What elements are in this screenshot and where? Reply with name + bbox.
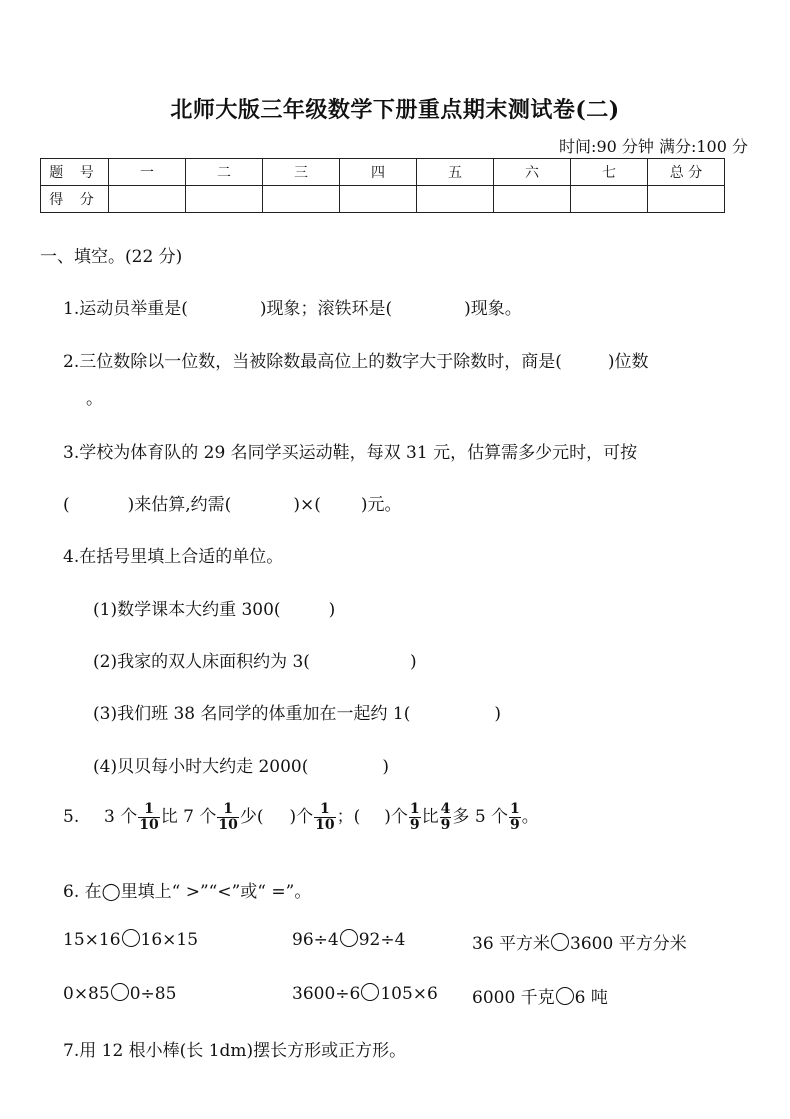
score-table-col-7: 七 — [571, 159, 648, 186]
compare-left: 15×16 — [63, 930, 121, 950]
score-table-row-label: 得 分 — [41, 186, 109, 213]
question-text: ) — [328, 600, 336, 620]
compare-right: 105×6 — [380, 984, 438, 1004]
question-text: ( — [63, 495, 70, 515]
fraction-denominator: 9 — [440, 817, 451, 833]
score-table-col-3: 三 — [263, 159, 340, 186]
question-5 — [63, 802, 539, 833]
fraction — [217, 802, 238, 833]
compare-left: 6000 千克 — [472, 988, 555, 1008]
question-text: 1.运动员举重是( — [63, 299, 188, 319]
circle-blank-icon — [340, 929, 358, 947]
question-text: 多 5 个 — [452, 807, 509, 827]
question-text: 少( — [239, 807, 264, 827]
question-text: (2)我家的双人床面积约为 3( — [93, 652, 310, 672]
section-heading: 一、填空。(22 分) — [40, 247, 183, 267]
compare-right: 16×15 — [140, 930, 199, 950]
score-table-col-4: 四 — [340, 159, 417, 186]
compare-item — [63, 983, 176, 1004]
circle-blank-icon — [551, 933, 569, 951]
score-cell — [571, 186, 648, 213]
question-text: )现象。 — [464, 299, 522, 319]
compare-item — [292, 929, 405, 950]
question-text: )来估算,约需( — [127, 495, 232, 515]
question-4-item-3 — [93, 699, 501, 724]
question-text: 3 个 — [104, 807, 138, 827]
score-table-row-label: 题 号 — [41, 159, 109, 186]
fraction-denominator: 9 — [510, 817, 520, 833]
question-4-item-4 — [93, 752, 389, 777]
score-cell — [417, 186, 494, 213]
compare-left: 0×85 — [63, 984, 110, 1004]
score-cell — [186, 186, 263, 213]
compare-item — [292, 983, 438, 1004]
question-text: (1)数学课本大约重 300( — [93, 600, 281, 620]
fraction — [440, 802, 452, 833]
compare-item — [63, 929, 198, 950]
question-3: 3.学校为体育队的 29 名同学买运动鞋，每双 31 元，估算需多少元时，可按 — [63, 443, 638, 463]
fraction-numerator: 4 — [440, 801, 451, 817]
fraction-numerator: 1 — [409, 801, 420, 817]
score-table-header-row — [41, 159, 725, 186]
question-4-item-1 — [93, 595, 335, 620]
question-text: 比 7 个 — [160, 807, 217, 827]
question-1 — [63, 294, 522, 319]
fraction-numerator: 1 — [320, 801, 330, 817]
question-text: )个 — [384, 807, 408, 827]
score-cell — [494, 186, 571, 213]
fraction — [509, 802, 521, 833]
question-text: )×( — [293, 495, 321, 515]
question-text: 比 — [421, 807, 439, 827]
compare-left: 3600÷6 — [292, 984, 361, 1004]
question-text: ) — [494, 704, 502, 724]
exam-meta: 时间:90 分钟 满分:100 分 — [559, 137, 748, 156]
question-7: 7.用 12 根小棒(长 1dm)摆长方形或正方形。 — [63, 1041, 407, 1061]
fraction-numerator: 1 — [510, 801, 520, 817]
question-4: 4.在括号里填上合适的单位。 — [63, 547, 284, 567]
question-4-item-2 — [93, 647, 417, 672]
circle-blank-icon — [111, 983, 129, 1001]
fraction — [409, 802, 421, 833]
score-cell — [109, 186, 186, 213]
question-text: )现象；滚铁环是( — [259, 299, 393, 319]
fraction-numerator: 1 — [144, 801, 154, 817]
circle-blank-icon — [361, 983, 379, 1001]
compare-left: 96÷4 — [292, 930, 339, 950]
question-text: (4)贝贝每小时大约走 2000( — [93, 757, 309, 777]
compare-right: 3600 平方分米 — [570, 934, 687, 954]
question-number: 5. — [63, 807, 80, 827]
question-3-line-2 — [63, 490, 401, 515]
question-text: ) — [409, 652, 417, 672]
question-text: 。 — [521, 807, 539, 827]
compare-right: 0÷85 — [129, 984, 177, 1004]
fraction-denominator: 10 — [315, 817, 335, 833]
question-text: )个 — [289, 807, 314, 827]
fraction-denominator: 10 — [139, 817, 159, 833]
score-table-score-row — [41, 186, 725, 213]
score-table-col-total: 总 分 — [648, 159, 725, 186]
question-text: ；( — [336, 807, 361, 827]
fraction-numerator: 1 — [223, 801, 233, 817]
score-table-col-6: 六 — [494, 159, 571, 186]
score-table-col-5: 五 — [417, 159, 494, 186]
score-table-col-1: 一 — [109, 159, 186, 186]
score-table — [40, 158, 725, 213]
compare-right: 92÷4 — [358, 930, 406, 950]
question-text: (3)我们班 38 名同学的体重加在一起约 1( — [93, 704, 411, 724]
compare-item — [472, 983, 608, 1008]
fraction — [314, 802, 335, 833]
fraction — [138, 802, 159, 833]
compare-item — [472, 929, 687, 954]
question-text: )元。 — [360, 495, 402, 515]
question-2 — [63, 347, 649, 372]
question-text: 。 — [86, 389, 103, 409]
score-table-col-2: 二 — [186, 159, 263, 186]
fraction-denominator: 9 — [409, 817, 420, 833]
circle-blank-icon — [122, 929, 140, 947]
question-text: 2.三位数除以一位数，当被除数最高位上的数字大于除数时，商是( — [63, 352, 562, 372]
circle-blank-icon — [556, 987, 574, 1005]
compare-right: 6 吨 — [574, 988, 608, 1008]
question-6: 6. 在◯里填上“ >”“<”或“ =”。 — [63, 882, 312, 902]
question-text: ) — [382, 757, 390, 777]
page-title: 北师大版三年级数学下册重点期末测试卷(二) — [170, 97, 620, 123]
score-cell — [263, 186, 340, 213]
compare-left: 36 平方米 — [472, 934, 551, 954]
score-cell — [340, 186, 417, 213]
question-text: )位数 — [607, 352, 649, 372]
fraction-denominator: 10 — [218, 817, 238, 833]
score-cell — [648, 186, 725, 213]
